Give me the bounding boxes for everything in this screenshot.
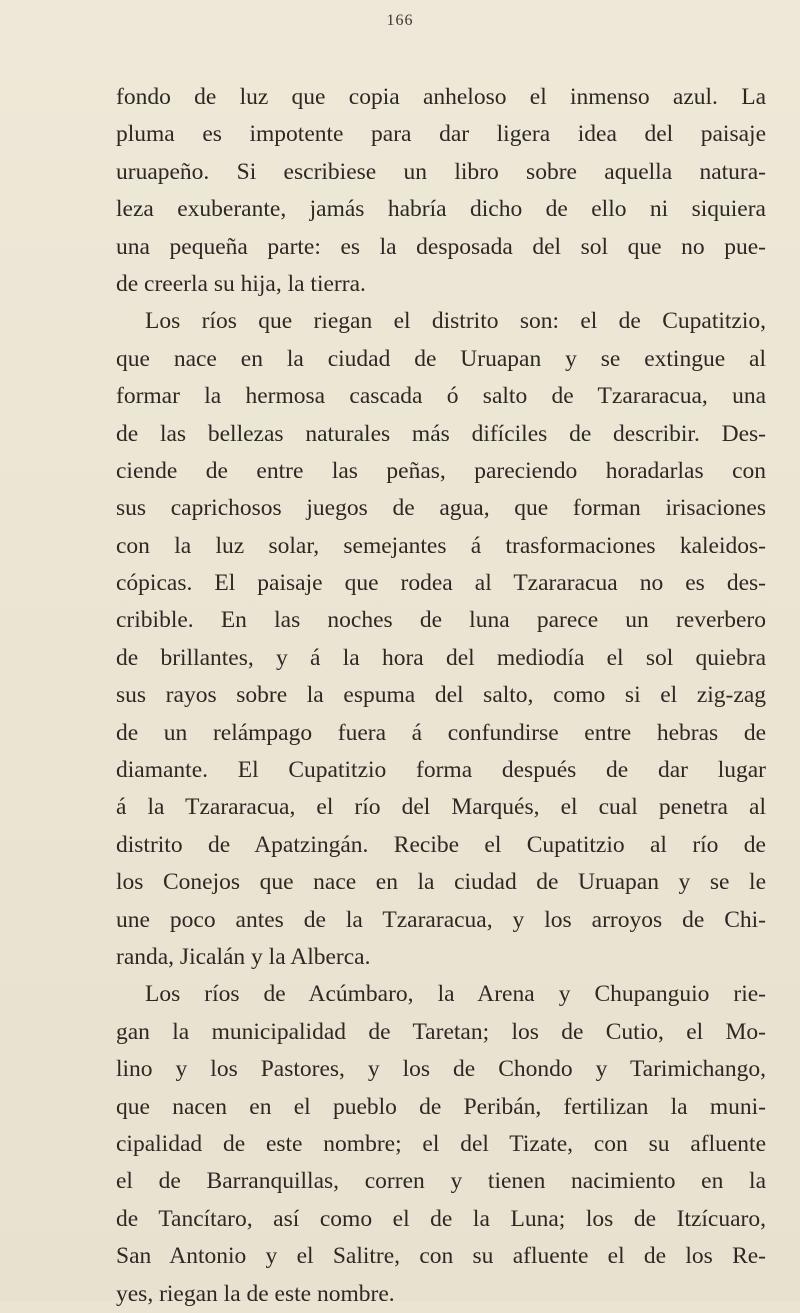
text-line: con la luz solar, semejantes á trasformaciones kaleidos- (116, 532, 766, 559)
text-line: San Antonio y el Salitre, con su afluente el de los Re- (116, 1243, 766, 1270)
text-line: yes, riegan la de este nombre. (116, 1280, 395, 1307)
text-line: diamante. El Cupatitzio forma después de dar lugar (116, 757, 766, 784)
text-line: cribible. En las noches de luna parece un reverbero (116, 607, 766, 634)
text-line: ciende de entre las peñas, pareciendo horadarlas con (116, 457, 766, 484)
text-line: une poco antes de la Tzararacua, y los arroyos de Chi- (116, 906, 766, 933)
text-line: de las bellezas naturales más difíciles de describir. Des- (116, 420, 766, 447)
text-line: sus rayos sobre la espuma del salto, como si el zig-zag (116, 682, 766, 709)
text-line: distrito de Apatzingán. Recibe el Cupatitzio al río de (116, 831, 766, 858)
text-line: formar la hermosa cascada ó salto de Tzararacua, una (116, 383, 766, 410)
text-line: el de Barranquillas, corren y tienen nacimiento en la (116, 1168, 766, 1195)
text-line: Los ríos que riegan el distrito son: el de Cupatitzio, (145, 308, 766, 335)
text-line: uruapeño. Si escribiese un libro sobre aquella natura- (116, 158, 766, 185)
text-line: Los ríos de Acúmbaro, la Arena y Chupanguio rie- (145, 981, 766, 1008)
text-line: cópicas. El paisaje que rodea al Tzararacua no es des- (116, 570, 766, 597)
text-line: que nace en la ciudad de Uruapan y se extingue al (116, 345, 766, 372)
body-text (116, 79, 766, 1313)
text-line: randa, Jicalán y la Alberca. (116, 943, 371, 970)
text-line: de un relámpago fuera á confundirse entre hebras de (116, 719, 766, 746)
text-line: sus caprichosos juegos de agua, que forman irisaciones (116, 495, 766, 522)
text-line: leza exuberante, jamás habría dicho de ello ni siquiera (116, 196, 766, 223)
text-line: á la Tzararacua, el río del Marqués, el cual penetra al (116, 794, 766, 821)
text-line: una pequeña parte: es la desposada del sol que no pue- (116, 233, 766, 260)
text-line: de creerla su hija, la tierra. (116, 270, 366, 297)
page-number: 166 (386, 12, 414, 29)
text-line: pluma es impotente para dar ligera idea del paisaje (116, 121, 766, 148)
text-line: fondo de luz que copia anheloso el inmenso azul. La (116, 84, 766, 110)
text-line: de Tancítaro, así como el de la Luna; los de Itzícuaro, (116, 1205, 766, 1232)
text-line: los Conejos que nace en la ciudad de Uruapan y se le (116, 869, 766, 896)
text-line: gan la municipalidad de Taretan; los de Cutio, el Mo- (116, 1018, 766, 1045)
text-line: lino y los Pastores, y los de Chondo y Tarimichango, (116, 1056, 766, 1083)
text-line: que nacen en el pueblo de Peribán, fertilizan la muni- (116, 1093, 766, 1120)
text-line: cipalidad de este nombre; el del Tizate, con su afluente (116, 1130, 766, 1157)
text-line: de brillantes, y á la hora del mediodía el sol quiebra (116, 644, 766, 671)
